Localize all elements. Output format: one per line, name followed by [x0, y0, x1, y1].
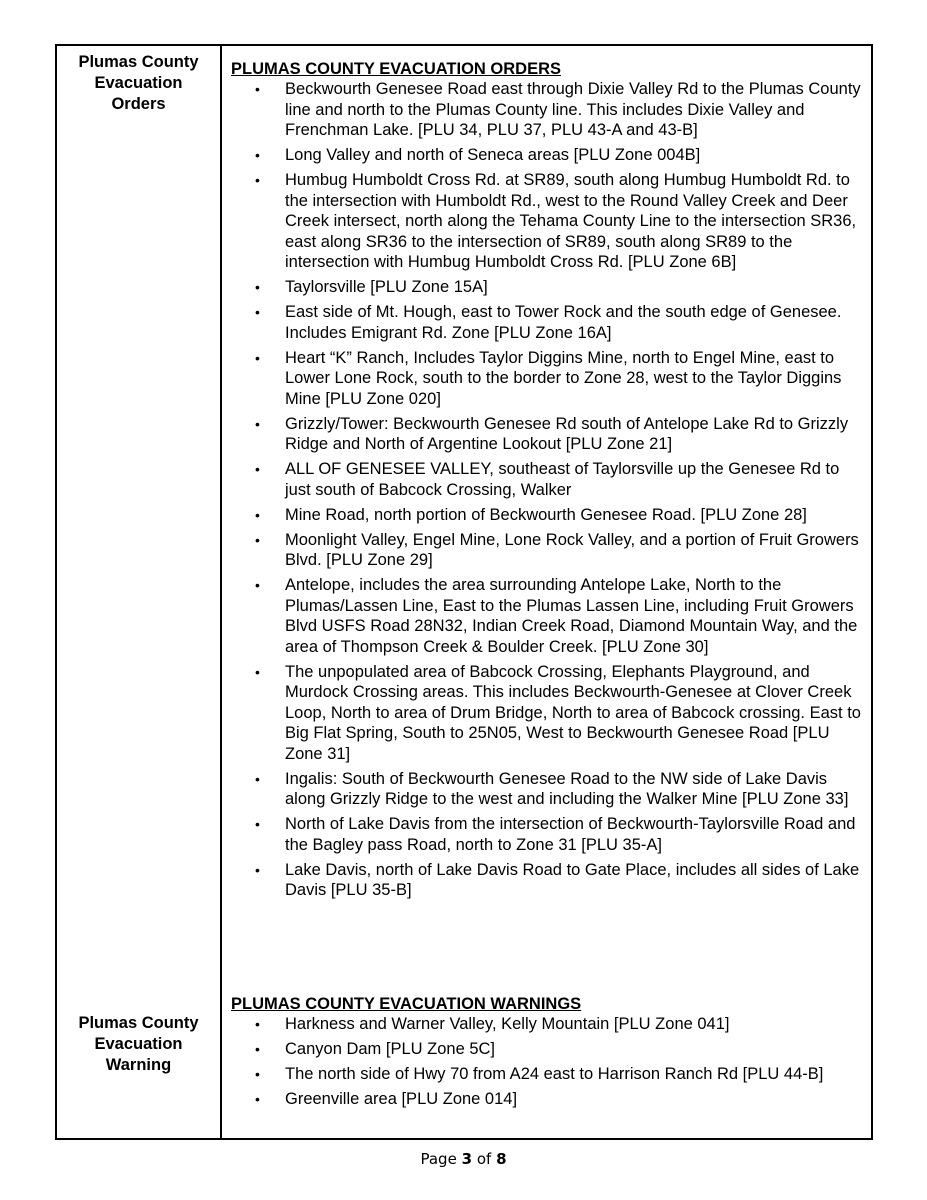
page-footer: [0, 1150, 927, 1168]
footer-total-pages: 8: [496, 1150, 507, 1168]
warning-row-label: [57, 1013, 220, 1076]
warnings-list: [231, 1014, 863, 1110]
warning-label-line: Plumas County: [78, 1014, 199, 1032]
order-item: • ALL OF GENESEE VALLEY, southeast of Taylorsville up the Genesee Rd to just south of Babcock Crossing, Walker: [231, 459, 863, 500]
orders-label-line: Orders: [111, 95, 166, 113]
order-item: • Ingalis: South of Beckwourth Genesee Road to the NW side of Lake Davis along Grizzly Ridge to the west and including the Walker Mine [PLU Zone 33]: [231, 769, 863, 810]
footer-current-page: 3: [461, 1150, 473, 1168]
warnings-section: [231, 994, 863, 1114]
warning-item: • Canyon Dam [PLU Zone 5C]: [231, 1039, 863, 1060]
order-item: • Heart “K” Ranch, Includes Taylor Diggins Mine, north to Engel Mine, east to Lower Lone Rock, south to the border to Zone 28, west to the Taylor Diggins Mine [PLU Zone 020]: [231, 348, 863, 410]
order-item: • Moonlight Valley, Engel Mine, Lone Rock Valley, and a portion of Fruit Growers Blvd. [PLU Zone 29]: [231, 530, 863, 571]
warning-item: • Greenville area [PLU Zone 014]: [231, 1089, 863, 1110]
order-item: • Beckwourth Genesee Road east through Dixie Valley Rd to the Plumas County line and north to the Plumas County line. This includes Dixie Valley and Frenchman Lake. [PLU 34, PLU 37, PLU 43-A and 43-B]: [231, 79, 863, 141]
order-item: • North of Lake Davis from the intersection of Beckwourth-Taylorsville Road and the Bagley pass Road, north to Zone 31 [PLU 35-A]: [231, 814, 863, 855]
order-item: • Humbug Humboldt Cross Rd. at SR89, south along Humbug Humboldt Rd. to the intersection with Humboldt Rd., west to the Round Valley Creek and Deer Creek intersect, north along the Tehama County Line to the intersection SR36, east along SR36 to the intersection of SR89, south along SR89 to the intersection with Humbug Humboldt Cross Rd. [PLU Zone 6B]: [231, 170, 863, 273]
order-item: • Taylorsville [PLU Zone 15A]: [231, 277, 863, 298]
orders-label-line: Evacuation: [94, 74, 183, 92]
order-item: • The unpopulated area of Babcock Crossing, Elephants Playground, and Murdock Crossing areas. This includes Beckwourth-Genesee at Clover Creek Loop, North to area of Drum Bridge, North to area of Babcock crossing. East to Big Flat Spring, South to 25N05, West to Beckwourth Genesee Road [PLU Zone 31]: [231, 662, 863, 765]
order-item: • Lake Davis, north of Lake Davis Road to Gate Place, includes all sides of Lake Davis [PLU 35-B]: [231, 860, 863, 901]
warning-item: • The north side of Hwy 70 from A24 east to Harrison Ranch Rd [PLU 44-B]: [231, 1064, 863, 1085]
warning-label-line: Warning: [105, 1056, 172, 1074]
orders-row-label: [57, 52, 220, 115]
warning-item: • Harkness and Warner Valley, Kelly Mountain [PLU Zone 041]: [231, 1014, 863, 1035]
orders-heading: PLUMAS COUNTY EVACUATION ORDERS: [231, 60, 562, 78]
order-item: • Mine Road, north portion of Beckwourth Genesee Road. [PLU Zone 28]: [231, 505, 863, 526]
warning-label-line: Evacuation: [94, 1035, 183, 1053]
order-item: • East side of Mt. Hough, east to Tower Rock and the south edge of Genesee. Includes Emigrant Rd. Zone [PLU Zone 16A]: [231, 302, 863, 343]
order-item: • Long Valley and north of Seneca areas [PLU Zone 004B]: [231, 145, 863, 166]
orders-label-line: Plumas County: [78, 53, 199, 71]
order-item: • Antelope, includes the area surrounding Antelope Lake, North to the Plumas/Lassen Line, East to the Plumas Lassen Line, including Fruit Growers Blvd USFS Road 28N32, Indian Creek Road, Diamond Mountain Way, and the area of Thompson Creek & Boulder Creek. [PLU Zone 30]: [231, 575, 863, 657]
order-item: • Grizzly/Tower: Beckwourth Genesee Rd south of Antelope Lake Rd to Grizzly Ridge and North of Argentine Lookout [PLU Zone 21]: [231, 414, 863, 455]
footer-of: of: [476, 1150, 492, 1168]
footer-prefix: Page: [420, 1150, 457, 1168]
orders-section: [231, 59, 863, 905]
column-divider: [220, 44, 222, 1140]
warnings-heading: PLUMAS COUNTY EVACUATION WARNINGS: [231, 995, 582, 1013]
orders-list: [231, 79, 863, 901]
